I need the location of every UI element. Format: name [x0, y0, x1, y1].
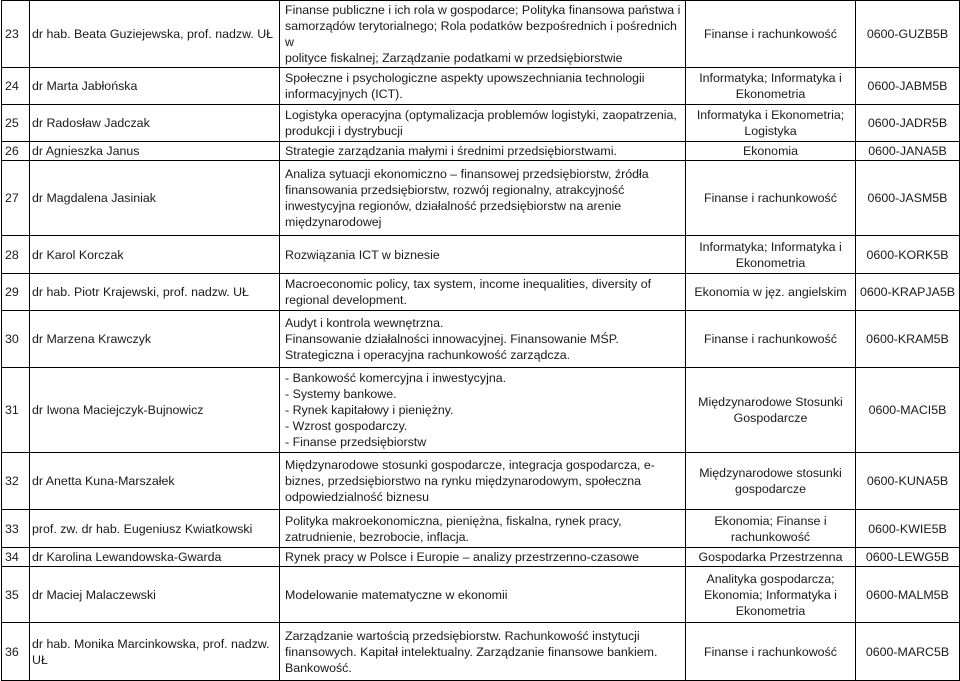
course-code: 0600-MARC5B	[856, 623, 960, 681]
table-row	[2, 274, 960, 311]
topic-cell	[280, 623, 686, 681]
topic-line: Analiza sytuacji ekonomiczno – finansowej przedsiębiorstw, źródła	[285, 167, 649, 181]
supervisor-name: dr hab. Piotr Krajewski, prof. nadzw. UŁ	[30, 274, 280, 311]
topic-line: Rynek pracy w Polsce i Europie – analizy przestrzenno-czasowe	[285, 550, 639, 564]
topic-line: - Bankowość komercyjna i inwestycyjna.	[285, 371, 507, 385]
table-row	[2, 623, 960, 681]
course-code: 0600-KRAM5B	[856, 311, 960, 368]
course-code: 0600-KORK5B	[856, 236, 960, 274]
field-of-study	[686, 1, 856, 68]
row-number: 30	[2, 311, 30, 368]
supervisor-name: dr Anetta Kuna-Marszałek	[30, 453, 280, 510]
table-row	[2, 1, 960, 68]
field-line: Ekonomia w jęz. angielskim	[694, 285, 847, 299]
field-of-study	[686, 142, 856, 161]
field-line: rachunkowość	[730, 529, 811, 544]
topic-cell	[280, 453, 686, 510]
table-row	[2, 548, 960, 567]
field-of-study	[686, 105, 856, 142]
topic-line: Logistyka operacyjna (optymalizacja problemów logistyki, zaopatrzenia,	[285, 108, 677, 122]
field-line: Informatyka; Informatyka i	[699, 71, 842, 85]
topic-line: biznes, przedsiębiorstwo na rynku międzynarodowym, społeczna	[285, 474, 642, 488]
table-row	[2, 161, 960, 236]
topic-cell	[280, 368, 686, 453]
row-number: 34	[2, 548, 30, 567]
supervisor-name: dr Marzena Krawczyk	[30, 311, 280, 368]
topic-line: odpowiedzialność biznesu	[285, 490, 429, 504]
field-line: gospodarcze	[735, 482, 806, 496]
field-line: Ekonomia; Finanse i	[714, 513, 827, 528]
topic-line: - Systemy bankowe.	[285, 387, 397, 401]
supervisor-name: dr Karolina Lewandowska-Gwarda	[30, 548, 280, 567]
course-code: 0600-JASM5B	[856, 161, 960, 236]
topic-line: inwestycyjna regionów, działalność przedsiębiorstw na arenie	[285, 199, 622, 213]
topic-line: Strategie zarządzania małymi i średnimi przedsiębiorstwami.	[285, 144, 617, 158]
field-line: Ekonomia; Informatyka i	[704, 587, 837, 602]
field-line: Międzynarodowe stosunki	[699, 466, 842, 480]
topic-cell	[280, 567, 686, 623]
topic-cell	[280, 274, 686, 311]
topic-cell	[280, 68, 686, 105]
row-number: 36	[2, 623, 30, 681]
topic-line: regional development.	[285, 293, 407, 307]
name-line: dr hab. Monika Marcinkowska, prof. nadzw.	[32, 636, 270, 651]
course-code: 0600-MACI5B	[856, 368, 960, 453]
field-line: Finanse i rachunkowość	[704, 191, 837, 205]
row-number: 27	[2, 161, 30, 236]
field-line: Ekonometria	[735, 603, 806, 618]
topic-cell	[280, 142, 686, 161]
field-of-study	[686, 453, 856, 510]
supervisor-name: dr Maciej Malaczewski	[30, 567, 280, 623]
topic-cell	[280, 311, 686, 368]
topic-line: finansowych. Kapitał intelektualny. Zarządzanie finansowe bankiem.	[285, 644, 658, 659]
topic-line: Bankowość.	[285, 660, 352, 675]
row-number: 29	[2, 274, 30, 311]
field-of-study	[686, 274, 856, 311]
table-row	[2, 68, 960, 105]
field-of-study	[686, 161, 856, 236]
supervisor-name: prof. zw. dr hab. Eugeniusz Kwiatkowski	[30, 510, 280, 548]
supervisor-name	[30, 623, 280, 681]
course-code: 0600-LEWG5B	[856, 548, 960, 567]
field-of-study	[686, 567, 856, 623]
row-number: 28	[2, 236, 30, 274]
field-line: Analityka gospodarcza;	[706, 571, 835, 586]
topic-cell	[280, 236, 686, 274]
field-line: Gospodarcze	[733, 411, 808, 425]
course-code: 0600-KWIE5B	[856, 510, 960, 548]
row-number: 23	[2, 1, 30, 68]
topic-line: międzynarodowej	[285, 215, 382, 229]
course-code: 0600-MALM5B	[856, 567, 960, 623]
field-line: Ekonomia	[742, 144, 799, 158]
course-code: 0600-JABM5B	[856, 68, 960, 105]
course-code: 0600-GUZB5B	[856, 1, 960, 68]
field-of-study	[686, 510, 856, 548]
course-code: 0600-JADR5B	[856, 105, 960, 142]
supervisor-name: dr hab. Beata Guziejewska, prof. nadzw. UŁ	[30, 1, 280, 68]
supervisor-name: dr Iwona Maciejczyk-Bujnowicz	[30, 368, 280, 453]
row-number: 25	[2, 105, 30, 142]
topic-line: zatrudnienie, bezrobocie, inflacja.	[285, 529, 469, 544]
topic-line: polityce fiskalnej; Zarządzanie podatkami w przedsiębiorstwie	[285, 51, 623, 65]
field-line: Finanse i rachunkowość	[704, 27, 837, 41]
row-number: 24	[2, 68, 30, 105]
course-code: 0600-KUNA5B	[856, 453, 960, 510]
supervisor-name: dr Agnieszka Janus	[30, 142, 280, 161]
field-line: Informatyka i Ekonometria;	[696, 108, 845, 122]
field-of-study	[686, 68, 856, 105]
topic-line: Finanse publiczne i ich rola w gospodarce; Polityka finansowa państwa i	[285, 3, 681, 17]
table-row	[2, 510, 960, 548]
table-row	[2, 567, 960, 623]
topic-line: Audyt i kontrola wewnętrzna.	[285, 316, 444, 330]
topic-cell	[280, 510, 686, 548]
topic-cell	[280, 161, 686, 236]
topic-cell	[280, 1, 686, 68]
topic-line: Społeczne i psychologiczne aspekty upowszechniania technologii	[285, 71, 645, 85]
name-line: UŁ	[32, 652, 48, 667]
topic-cell	[280, 548, 686, 567]
row-number: 31	[2, 368, 30, 453]
table-row	[2, 105, 960, 142]
field-line: Ekonometria	[735, 255, 806, 270]
topic-line: Zarządzanie wartością przedsiębiorstw. Rachunkowość instytucji	[285, 628, 640, 643]
field-of-study	[686, 623, 856, 681]
supervisor-name: dr Magdalena Jasiniak	[30, 161, 280, 236]
field-line: Informatyka; Informatyka i	[699, 239, 842, 254]
topic-line: samorządów terytorialnego; Rola podatków bezpośrednich i pośrednich w	[285, 19, 677, 49]
field-line: Logistyka	[744, 124, 797, 138]
thesis-supervisors-table	[1, 0, 960, 681]
table-row	[2, 368, 960, 453]
topic-line: Modelowanie matematyczne w ekonomii	[285, 587, 508, 602]
row-number: 32	[2, 453, 30, 510]
course-code: 0600-JANA5B	[856, 142, 960, 161]
topic-line: Międzynarodowe stosunki gospodarcze, integracja gospodarcza, e-	[285, 458, 655, 472]
topic-cell	[280, 105, 686, 142]
topic-line: Rozwiązania ICT w biznesie	[285, 247, 440, 262]
field-line: Ekonometria	[735, 87, 806, 101]
field-line: Gospodarka Przestrzenna	[698, 550, 843, 564]
field-of-study	[686, 311, 856, 368]
row-number: 35	[2, 567, 30, 623]
topic-line: - Wzrost gospodarczy.	[285, 419, 408, 433]
topic-line: Polityka makroekonomiczna, pieniężna, fiskalna, rynek pracy,	[285, 513, 622, 528]
field-of-study	[686, 368, 856, 453]
course-code: 0600-KRAPJA5B	[856, 274, 960, 311]
topic-line: - Rynek kapitałowy i pieniężny.	[285, 403, 454, 417]
row-number: 26	[2, 142, 30, 161]
field-line: Międzynarodowe Stosunki	[698, 395, 843, 409]
topic-line: Macroeconomic policy, tax system, income inequalities, diversity of	[285, 277, 652, 291]
topic-line: informacyjnych (ICT).	[285, 87, 403, 101]
supervisor-name: dr Marta Jabłońska	[30, 68, 280, 105]
topic-line: produkcji i dystrybucji	[285, 124, 403, 138]
supervisor-name: dr Radosław Jadczak	[30, 105, 280, 142]
table-row	[2, 311, 960, 368]
row-number: 33	[2, 510, 30, 548]
table-row	[2, 236, 960, 274]
table-row	[2, 453, 960, 510]
field-line: Finanse i rachunkowość	[704, 332, 837, 346]
field-of-study	[686, 236, 856, 274]
topic-line: Strategiczna i operacyjna rachunkowość zarządcza.	[285, 348, 571, 362]
field-of-study	[686, 548, 856, 567]
table-row	[2, 142, 960, 161]
topic-line: Finansowanie działalności innowacyjnej. Finansowanie MŚP.	[285, 332, 619, 346]
field-line: Finanse i rachunkowość	[704, 644, 837, 659]
topic-line: finansowania przedsiębiorstw, rozwój regionalny, atrakcyjność	[285, 183, 625, 197]
topic-line: - Finanse przedsiębiorstw	[285, 435, 427, 449]
supervisor-name: dr Karol Korczak	[30, 236, 280, 274]
